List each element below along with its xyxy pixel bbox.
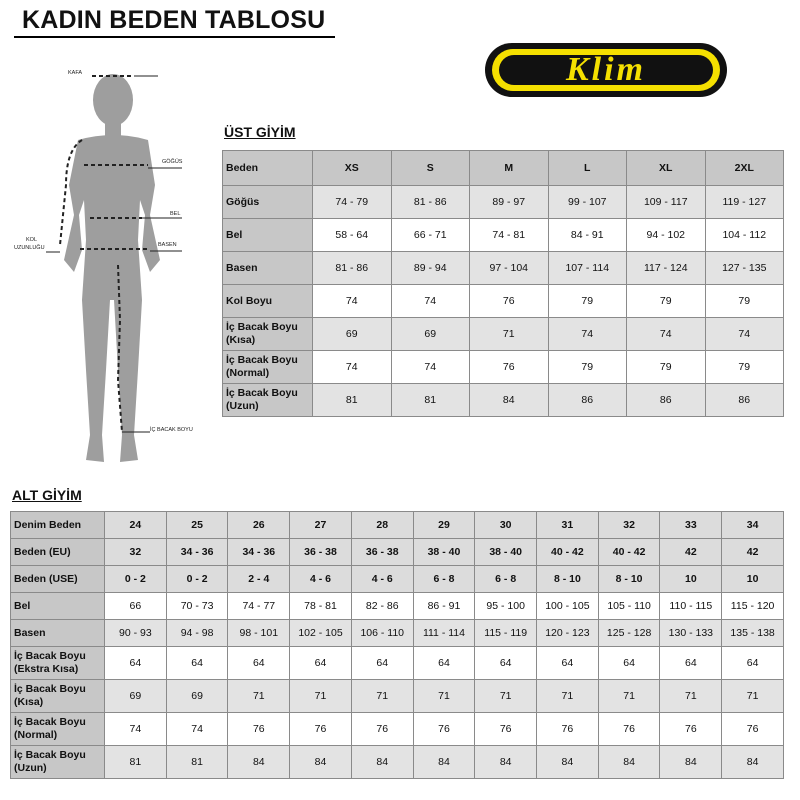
lower-value-cell: 70 - 73 [166, 593, 228, 620]
lower-value-cell: 6 - 8 [413, 566, 475, 593]
row-label-line1: İç Bacak Boyu [14, 650, 86, 662]
lower-value-cell: 115 - 120 [722, 593, 784, 620]
lower-value-cell: 76 [351, 713, 413, 746]
lower-value-cell: 105 - 110 [598, 593, 660, 620]
lower-value-cell: 84 [598, 746, 660, 779]
lower-value-cell: 6 - 8 [475, 566, 537, 593]
lower-value-cell: 135 - 138 [722, 620, 784, 647]
upper-row-label [223, 219, 313, 252]
upper-value-cell: 86 [627, 384, 706, 417]
upper-value-cell: 79 [548, 351, 627, 384]
lower-value-cell: 125 - 128 [598, 620, 660, 647]
lower-value-cell: 64 [475, 647, 537, 680]
lower-value-cell: 94 - 98 [166, 620, 228, 647]
upper-value-cell: 107 - 114 [548, 252, 627, 285]
lower-value-cell: 71 [598, 680, 660, 713]
upper-row-label [223, 186, 313, 219]
lower-value-cell: 76 [598, 713, 660, 746]
logo-wordmark: Klim [565, 51, 647, 88]
lower-value-cell: 64 [660, 647, 722, 680]
row-label-line2: (Kısa) [226, 334, 256, 346]
upper-header-row [223, 151, 784, 186]
label-bel: BEL [170, 211, 181, 217]
row-label-line1: Kol Boyu [226, 294, 273, 307]
lower-value-cell: 106 - 110 [351, 620, 413, 647]
lower-value-cell: 30 [475, 512, 537, 539]
row-label-line1: İç Bacak Boyu [14, 749, 86, 761]
lower-value-cell: 95 - 100 [475, 593, 537, 620]
row-label-line1: İç Bacak Boyu [226, 387, 298, 399]
lower-value-cell: 40 - 42 [537, 539, 599, 566]
lower-value-cell: 64 [105, 647, 167, 680]
lower-row-label [11, 566, 105, 593]
upper-row-label [223, 318, 313, 351]
lower-value-cell: 36 - 38 [290, 539, 352, 566]
lower-value-cell: 40 - 42 [598, 539, 660, 566]
lower-value-cell: 10 [722, 566, 784, 593]
lower-value-cell: 64 [351, 647, 413, 680]
upper-value-cell: 81 [313, 384, 392, 417]
lower-value-cell: 120 - 123 [537, 620, 599, 647]
lower-value-cell: 76 [722, 713, 784, 746]
upper-value-cell: 74 - 81 [470, 219, 549, 252]
lower-value-cell: 111 - 114 [413, 620, 475, 647]
lower-value-cell: 71 [290, 680, 352, 713]
upper-table-row [223, 318, 784, 351]
lower-value-cell: 71 [228, 680, 290, 713]
label-ic-bacak: İÇ BACAK BOYU [150, 427, 193, 433]
upper-value-cell: 86 [705, 384, 784, 417]
label-kafa: KAFA [68, 70, 83, 76]
lower-value-cell: 0 - 2 [166, 566, 228, 593]
lower-value-cell: 64 [228, 647, 290, 680]
lower-value-cell: 100 - 105 [537, 593, 599, 620]
upper-table-row [223, 252, 784, 285]
row-label-line1: Bel [226, 228, 243, 241]
lower-value-cell: 76 [475, 713, 537, 746]
lower-value-cell: 76 [660, 713, 722, 746]
upper-table-row [223, 384, 784, 417]
row-label-line1: İç Bacak Boyu [14, 716, 86, 728]
lower-table-row [11, 713, 784, 746]
lower-value-cell: 4 - 6 [351, 566, 413, 593]
upper-value-cell: 84 - 91 [548, 219, 627, 252]
lower-value-cell: 64 [290, 647, 352, 680]
upper-value-cell: 74 [391, 285, 470, 318]
upper-value-cell: 79 [705, 285, 784, 318]
upper-value-cell: 89 - 94 [391, 252, 470, 285]
lower-value-cell: 98 - 101 [228, 620, 290, 647]
upper-section-label: ÜST GİYİM [224, 124, 296, 140]
upper-value-cell: 104 - 112 [705, 219, 784, 252]
upper-value-cell: 79 [548, 285, 627, 318]
label-gogus: GÖĞÜS [162, 159, 183, 165]
lower-row-label [11, 539, 105, 566]
lower-value-cell: 64 [722, 647, 784, 680]
lower-value-cell: 76 [413, 713, 475, 746]
row-label-line2: (Ekstra Kısa) [14, 663, 79, 675]
lower-row-label [11, 512, 105, 539]
row-label-line2: (Uzun) [14, 762, 47, 774]
lower-value-cell: 76 [290, 713, 352, 746]
lower-value-cell: 8 - 10 [598, 566, 660, 593]
lower-value-cell: 76 [228, 713, 290, 746]
row-label-line2: (Kısa) [14, 696, 44, 708]
lower-value-cell: 78 - 81 [290, 593, 352, 620]
lower-value-cell: 71 [660, 680, 722, 713]
upper-value-cell: 109 - 117 [627, 186, 706, 219]
row-label-line1: İç Bacak Boyu [226, 321, 298, 333]
page-title: KADIN BEDEN TABLOSU [14, 6, 335, 38]
upper-value-cell: 76 [470, 351, 549, 384]
upper-value-cell: 74 [705, 318, 784, 351]
upper-row-label [223, 351, 313, 384]
lower-value-cell: 71 [722, 680, 784, 713]
lower-value-cell: 84 [351, 746, 413, 779]
lower-value-cell: 38 - 40 [413, 539, 475, 566]
lower-table-row [11, 539, 784, 566]
lower-value-cell: 82 - 86 [351, 593, 413, 620]
upper-value-cell: 79 [627, 285, 706, 318]
lower-value-cell: 102 - 105 [290, 620, 352, 647]
upper-header-cell: M [470, 151, 549, 186]
label-basen: BASEN [158, 242, 177, 248]
lower-value-cell: 90 - 93 [105, 620, 167, 647]
lower-value-cell: 71 [351, 680, 413, 713]
lower-section-label: ALT GİYİM [12, 487, 82, 503]
lower-value-cell: 84 [413, 746, 475, 779]
upper-value-cell: 94 - 102 [627, 219, 706, 252]
lower-table-row [11, 620, 784, 647]
lower-value-cell: 64 [598, 647, 660, 680]
lower-value-cell: 69 [105, 680, 167, 713]
upper-table-row [223, 219, 784, 252]
lower-table-row [11, 566, 784, 593]
lower-value-cell: 25 [166, 512, 228, 539]
lower-value-cell: 32 [598, 512, 660, 539]
lower-value-cell: 74 [166, 713, 228, 746]
upper-row-label [223, 285, 313, 318]
lower-value-cell: 86 - 91 [413, 593, 475, 620]
lower-value-cell: 0 - 2 [105, 566, 167, 593]
lower-value-cell: 8 - 10 [537, 566, 599, 593]
lower-value-cell: 34 - 36 [166, 539, 228, 566]
lower-value-cell: 74 - 77 [228, 593, 290, 620]
lower-row-label [11, 647, 105, 680]
lower-value-cell: 84 [290, 746, 352, 779]
row-label-line1: Beden (EU) [14, 545, 71, 558]
lower-value-cell: 64 [537, 647, 599, 680]
upper-header-cell: L [548, 151, 627, 186]
lower-value-cell: 71 [475, 680, 537, 713]
upper-value-cell: 97 - 104 [470, 252, 549, 285]
row-label-line2: (Uzun) [226, 400, 259, 412]
lower-value-cell: 71 [537, 680, 599, 713]
lower-value-cell: 33 [660, 512, 722, 539]
upper-value-cell: 74 [627, 318, 706, 351]
body-measurement-figure [0, 55, 210, 475]
lower-value-cell: 64 [413, 647, 475, 680]
lower-row-label [11, 680, 105, 713]
lower-value-cell: 84 [722, 746, 784, 779]
label-kol-line2: UZUNLUĞU [14, 245, 45, 251]
upper-value-cell: 119 - 127 [705, 186, 784, 219]
lower-value-cell: 42 [722, 539, 784, 566]
upper-value-cell: 74 [313, 351, 392, 384]
upper-value-cell: 74 [313, 285, 392, 318]
lower-row-label [11, 713, 105, 746]
row-label-line2: (Normal) [226, 367, 270, 379]
klim-logo [482, 40, 730, 100]
lower-row-label [11, 593, 105, 620]
upper-value-cell: 79 [627, 351, 706, 384]
lower-value-cell: 66 [105, 593, 167, 620]
lower-value-cell: 84 [660, 746, 722, 779]
row-label-line1: Basen [14, 626, 46, 639]
lower-value-cell: 74 [105, 713, 167, 746]
upper-value-cell: 66 - 71 [391, 219, 470, 252]
upper-table-row [223, 186, 784, 219]
lower-table-row [11, 512, 784, 539]
lower-value-cell: 34 - 36 [228, 539, 290, 566]
lower-value-cell: 26 [228, 512, 290, 539]
upper-value-cell: 81 - 86 [391, 186, 470, 219]
lower-value-cell: 10 [660, 566, 722, 593]
lower-value-cell: 130 - 133 [660, 620, 722, 647]
upper-table-row [223, 351, 784, 384]
lower-value-cell: 29 [413, 512, 475, 539]
row-label-line1: Basen [226, 261, 258, 274]
lower-value-cell: 2 - 4 [228, 566, 290, 593]
upper-value-cell: 89 - 97 [470, 186, 549, 219]
lower-table-row [11, 680, 784, 713]
lower-value-cell: 71 [413, 680, 475, 713]
upper-value-cell: 99 - 107 [548, 186, 627, 219]
row-label-line1: İç Bacak Boyu [226, 354, 298, 366]
lower-value-cell: 76 [537, 713, 599, 746]
lower-value-cell: 4 - 6 [290, 566, 352, 593]
lower-row-label [11, 620, 105, 647]
upper-value-cell: 84 [470, 384, 549, 417]
upper-value-cell: 81 [391, 384, 470, 417]
upper-value-cell: 74 [391, 351, 470, 384]
upper-size-table [222, 150, 784, 417]
lower-value-cell: 69 [166, 680, 228, 713]
upper-value-cell: 58 - 64 [313, 219, 392, 252]
upper-header-cell: XS [313, 151, 392, 186]
lower-value-cell: 64 [166, 647, 228, 680]
lower-value-cell: 84 [475, 746, 537, 779]
lower-table-row [11, 746, 784, 779]
lower-table-row [11, 647, 784, 680]
lower-value-cell: 115 - 119 [475, 620, 537, 647]
lower-value-cell: 84 [537, 746, 599, 779]
lower-row-label [11, 746, 105, 779]
lower-value-cell: 24 [105, 512, 167, 539]
upper-value-cell: 71 [470, 318, 549, 351]
upper-header-cell: S [391, 151, 470, 186]
upper-value-cell: 76 [470, 285, 549, 318]
lower-size-table [10, 511, 784, 779]
lower-value-cell: 110 - 115 [660, 593, 722, 620]
upper-header-cell: 2XL [705, 151, 784, 186]
upper-value-cell: 69 [391, 318, 470, 351]
upper-row-label [223, 384, 313, 417]
lower-value-cell: 81 [166, 746, 228, 779]
lower-value-cell: 28 [351, 512, 413, 539]
row-label-line1: Göğüs [226, 195, 260, 208]
lower-value-cell: 31 [537, 512, 599, 539]
upper-value-cell: 127 - 135 [705, 252, 784, 285]
lower-value-cell: 27 [290, 512, 352, 539]
upper-header-cell: XL [627, 151, 706, 186]
upper-header-label: Beden [223, 151, 313, 186]
row-label-line1: Denim Beden [14, 518, 82, 531]
upper-value-cell: 117 - 124 [627, 252, 706, 285]
row-label-line1: Bel [14, 599, 31, 612]
lower-value-cell: 36 - 38 [351, 539, 413, 566]
lower-value-cell: 34 [722, 512, 784, 539]
upper-value-cell: 79 [705, 351, 784, 384]
upper-value-cell: 69 [313, 318, 392, 351]
upper-value-cell: 81 - 86 [313, 252, 392, 285]
label-kol-line1: KOL [26, 237, 38, 243]
lower-value-cell: 84 [228, 746, 290, 779]
row-label-line2: (Normal) [14, 729, 58, 741]
upper-row-label [223, 252, 313, 285]
row-label-line1: Beden (USE) [14, 572, 78, 585]
lower-table-row [11, 593, 784, 620]
lower-value-cell: 42 [660, 539, 722, 566]
lower-value-cell: 32 [105, 539, 167, 566]
upper-value-cell: 86 [548, 384, 627, 417]
lower-value-cell: 38 - 40 [475, 539, 537, 566]
upper-value-cell: 74 [548, 318, 627, 351]
lower-value-cell: 81 [105, 746, 167, 779]
upper-value-cell: 74 - 79 [313, 186, 392, 219]
row-label-line1: İç Bacak Boyu [14, 683, 86, 695]
upper-table-row [223, 285, 784, 318]
